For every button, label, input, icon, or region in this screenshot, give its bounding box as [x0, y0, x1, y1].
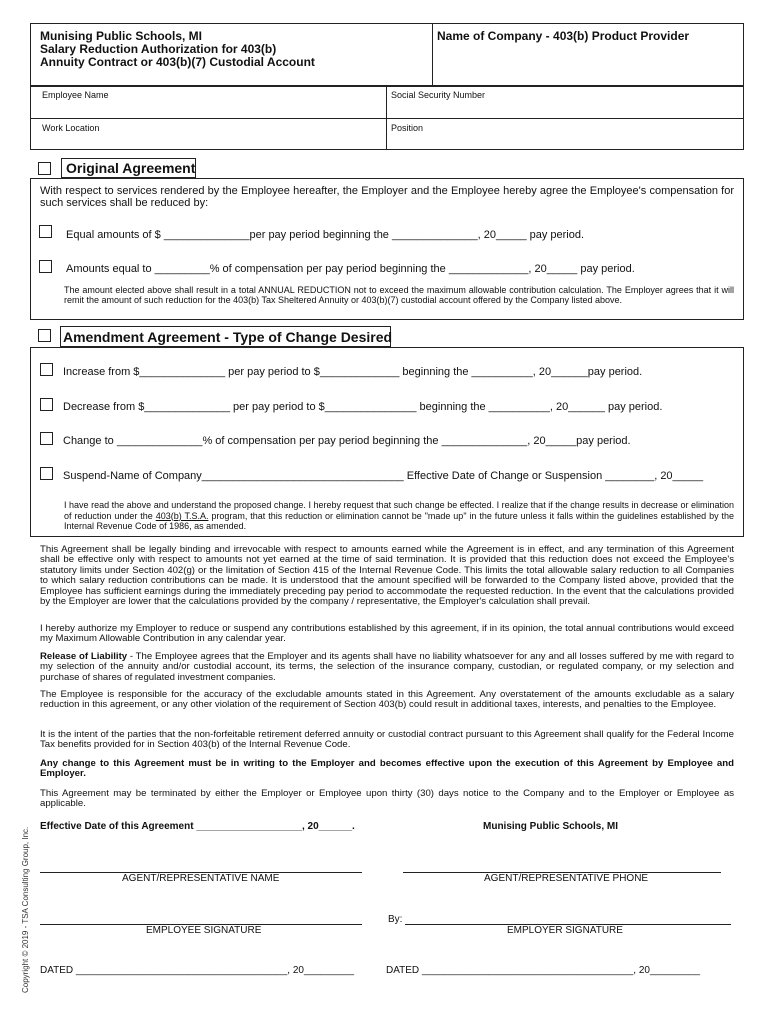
increase-option[interactable]: Increase from $______________ per pay period to $_____________ beginning the __________, 20______pay period.	[63, 366, 643, 378]
terms-paragraph-4: The Employee is responsible for the accuracy of the excludable amounts stated in this Agreement. Any overstatement of the amounts excludable as a salary reduction in this agreement, or any other violation of the requirement of Section 403(b) could result in additional taxes, interests, and penalties to the Employee.	[40, 689, 734, 711]
info-col-divider	[386, 86, 387, 150]
school-name: Munising Public Schools, MI	[483, 821, 619, 832]
decrease-option[interactable]: Decrease from $______________ per pay period to $_______________ beginning the __________, 20______ pay period.	[63, 401, 663, 413]
amendment-agreement-checkbox[interactable]	[38, 329, 51, 342]
form-title-3: Annuity Contract or 403(b)(7) Custodial Account	[40, 55, 315, 69]
equal-amounts-checkbox[interactable]	[39, 225, 52, 238]
agent-phone-label: AGENT/REPRESENTATIVE PHONE	[484, 873, 649, 884]
terms-paragraph-7: This Agreement may be terminated by either the Employer or Employee upon thirty (30) days notice to the Company and to the Employer or Employee as applicable.	[40, 788, 734, 810]
info-row-divider	[30, 118, 744, 119]
original-agreement-heading: Original Agreement	[66, 160, 196, 176]
equal-amounts-option[interactable]: Equal amounts of $ ______________per pay period beginning the ______________, 20_____ pay period.	[66, 229, 585, 241]
ssn-field[interactable]: Social Security Number	[391, 90, 486, 100]
employee-name-field[interactable]: Employee Name	[42, 90, 109, 100]
terms-paragraph-6: Any change to this Agreement must be in writing to the Employer and becomes effective upon the execution of this Agreement by Employee and Employer.	[40, 758, 734, 780]
original-intro: With respect to services rendered by the Employee hereafter, the Employer and the Employee hereby agree the Employee's compensation for such services shall be reduced by:	[40, 185, 734, 209]
employer-dated-field[interactable]: DATED ______________________________________, 20_________	[386, 965, 700, 976]
original-agreement-checkbox[interactable]	[38, 162, 51, 175]
suspend-checkbox[interactable]	[40, 467, 53, 480]
terms-paragraph-1: This Agreement shall be legally binding and irrevocable with respect to amounts earned while the Agreement is in effect, and any termination of this Agreement shall be effective only with respect to amounts not yet earned at the time of said termination. It is provided that this reduction does not exceed the Employee's statutory limits under Section 402(g) or the limitation of Section 415 of the Internal Revenue Code. This limits the total allowable salary reduction to all Companies to which salary reduction contributions can be made. It is understood that the amount specified will be forwarded to the Company listed above, provided that the Employee has sufficient earnings during the immediately preceding pay period to accommodate the requested reduction. In the event that the calculations provided by the Employer are lower that the calculations provided by the company / representative, the Employer's calculation shall prevail.	[40, 544, 734, 608]
header-divider	[432, 23, 433, 86]
form-title-2: Salary Reduction Authorization for 403(b)	[40, 42, 277, 56]
copyright-notice: Copyright © 2019 - TSA Consulting Group, Inc.	[21, 826, 30, 993]
suspend-option[interactable]: Suspend-Name of Company_________________________________ Effective Date of Change or Suspension ________, 20_____	[63, 470, 704, 482]
acknowledgement-text: I have read the above and understand the proposed change. I hereby request that such change be effected. I realize that if the change results in decrease or elimination of reduction under the 403(b) T.S.A. program, that this reduction or elimination cannot be "made up" in the future unless it falls within the guidelines established by the Internal Revenue Code of 1986, as amended.	[64, 500, 735, 531]
terms-paragraph-5: It is the intent of the parties that the non-forfeitable retirement deferred annuity or custodial contract pursuant to this Agreement shall qualify for the Federal Income Tax benefits provided for in Section 403(b) of the Internal Revenue Code.	[40, 729, 734, 751]
terms-paragraph-2: I hereby authorize my Employer to reduce or suspend any contributions established by this agreement, if in its opinion, the total annual contributions would exceed my Maximum Allowable Contribution in any calendar year.	[40, 623, 734, 645]
work-location-field[interactable]: Work Location	[42, 123, 100, 133]
by-label: By:	[388, 914, 403, 925]
percent-amounts-checkbox[interactable]	[39, 260, 52, 273]
effective-date-field[interactable]: Effective Date of this Agreement ___________________, 20______.	[40, 821, 355, 832]
position-field[interactable]: Position	[391, 123, 424, 133]
change-percent-option[interactable]: Change to ______________% of compensation per pay period beginning the ______________, 20_____pay period.	[63, 435, 631, 447]
employer-signature-label: EMPLOYER SIGNATURE	[507, 925, 623, 936]
form-title-1: Munising Public Schools, MI	[40, 29, 203, 43]
employee-dated-field[interactable]: DATED ______________________________________, 20_________	[40, 965, 354, 976]
release-of-liability-heading: Release of Liability	[40, 651, 128, 662]
release-of-liability: Release of Liability - The Employee agrees that the Employer and its agents shall have no liability whatsoever for any and all losses suffered by me with regard to my selection of the annuity and/or custodial account, its terms, the selection of the insurance company, custodian, or regulated company, or my selection and purchase of shares of regulated investment companies.	[40, 651, 734, 683]
annual-reduction-note: The amount elected above shall result in a total ANNUAL REDUCTION not to exceed the maximum allowable contribution calculation. The Employer agrees that it will remit the amount of such reduction for the 403(b) Tax Sheltered Annuity or 403(b)(7) custodial account offered by the Company listed above.	[64, 285, 734, 305]
percent-amounts-option[interactable]: Amounts equal to _________% of compensation per pay period beginning the _____________, 20_____ pay period.	[66, 263, 635, 275]
increase-checkbox[interactable]	[40, 363, 53, 376]
decrease-checkbox[interactable]	[40, 398, 53, 411]
amendment-agreement-heading: Amendment Agreement - Type of Change Desired	[63, 329, 393, 345]
employee-signature-label: EMPLOYEE SIGNATURE	[146, 925, 262, 936]
agent-name-label: AGENT/REPRESENTATIVE NAME	[122, 873, 280, 884]
tsa-link: 403(b) T.S.A.	[155, 510, 209, 521]
change-percent-checkbox[interactable]	[40, 432, 53, 445]
provider-name-label[interactable]: Name of Company - 403(b) Product Provider	[437, 29, 690, 43]
